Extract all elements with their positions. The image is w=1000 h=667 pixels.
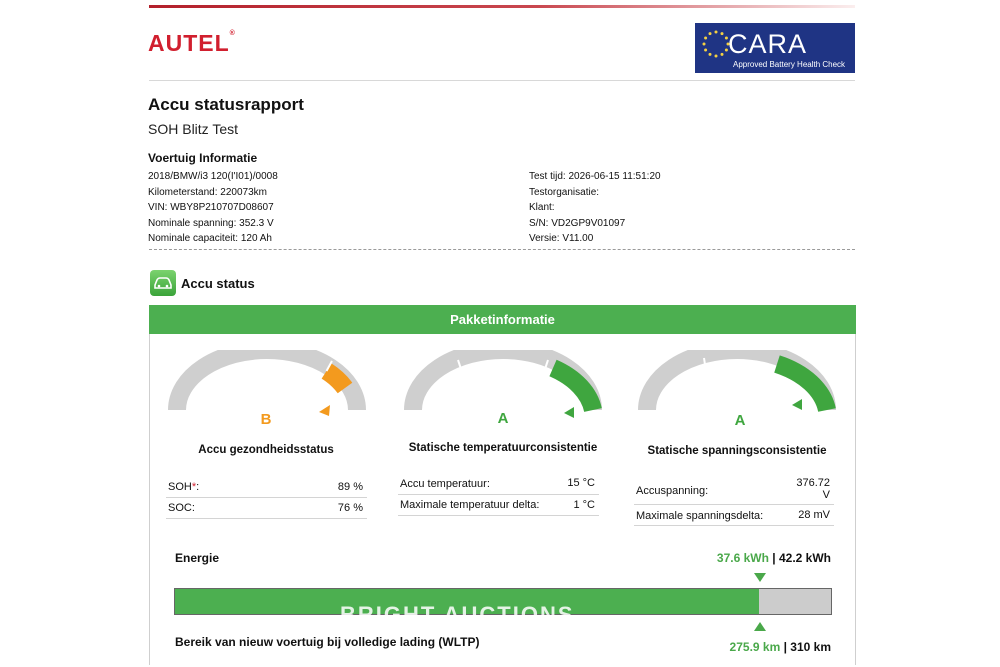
soc-row [166, 498, 367, 519]
range-current: 275.9 km [729, 640, 781, 654]
voltage-delta-label: Maximale spanningsdelta: [636, 510, 764, 522]
software-version: Versie: V11.00 [529, 233, 594, 244]
battery-temp-value: 15 °C [567, 477, 595, 489]
section-divider [149, 249, 855, 250]
vehicle-mileage: Kilometerstand: 220073km [148, 186, 267, 198]
nominal-capacity: Nominale capaciteit: 120 Ah [148, 233, 272, 244]
soh-row [166, 477, 367, 498]
temp-delta-row [398, 495, 599, 516]
range-values: 275.9 km | 310 km [729, 640, 831, 654]
soh-value: 89 % [337, 481, 363, 493]
voltage-grade: A [734, 412, 746, 429]
temperature-grade: A [497, 410, 509, 427]
nominal-voltage: Nominale spanning: 352.3 V [148, 217, 274, 229]
cara-badge [695, 23, 855, 73]
voltage-values [634, 476, 834, 526]
pack-voltage-value: 376.72 V [796, 477, 830, 501]
vehicle-info-right [529, 169, 661, 247]
soc-value: 76 % [337, 502, 363, 514]
watermark: BRIGHT AUCTIONS [340, 602, 575, 627]
health-grade: B [260, 411, 272, 428]
soc-label: SOC: [168, 502, 195, 514]
range-total: 310 km [790, 640, 831, 654]
customer: Klant: [529, 202, 555, 213]
status-title: Accu status [181, 276, 255, 291]
pack-voltage-label: Accuspanning: [636, 485, 709, 497]
temp-delta-label: Maximale temperatuur delta: [400, 499, 540, 511]
test-organisation: Testorganisatie: [529, 186, 600, 198]
voltage-delta-value: 28 mV [798, 509, 830, 521]
autel-logo: AUTEL® [148, 30, 236, 56]
range-marker [754, 622, 766, 631]
pack-voltage-row [634, 476, 834, 505]
temp-delta-value: 1 °C [573, 499, 595, 511]
energy-total: 42.2 kWh [778, 551, 831, 565]
voltage-gauge-label: Statische spanningsconsistentie [647, 445, 827, 457]
energy-values: 37.6 kWh | 42.2 kWh [716, 551, 831, 565]
eu-stars-icon [701, 29, 731, 59]
energy-label: Energie [175, 551, 220, 565]
cara-title: CARA [728, 29, 808, 59]
health-values [166, 477, 367, 519]
energy-current: 37.6 kWh [716, 551, 769, 565]
car-battery-icon [150, 270, 176, 296]
temperature-values [398, 474, 599, 516]
battery-temp-label: Accu temperatuur: [400, 478, 490, 490]
header-accent-line [149, 5, 855, 8]
temperature-gauge-label: Statische temperatuurconsistentie [408, 442, 598, 454]
serial-number: S/N: VD2GP9V01097 [529, 217, 626, 229]
battery-temp-row [398, 474, 599, 495]
soh-label: SOH*: [168, 481, 200, 493]
report-title: Accu statusrapport [148, 95, 304, 114]
wltp-label: Bereik van nieuw voertuig bij volledige lading (WLTP) [175, 635, 480, 649]
health-gauge-label: Accu gezondheidsstatus [198, 444, 334, 456]
vehicle-vin: VIN: WBY8P210707D08607 [148, 202, 274, 213]
panel-header: Pakketinformatie [149, 305, 856, 334]
cara-subtitle: Approved Battery Health Check [733, 60, 846, 69]
vehicle-info-left [148, 169, 278, 247]
vehicle-model: 2018/BMW/i3 120(I'I01)/0008 [148, 171, 278, 182]
vehicle-info-heading: Voertuig Informatie [148, 151, 258, 165]
report-subtitle: SOH Blitz Test [148, 121, 238, 137]
header-divider [149, 80, 855, 81]
test-time: Test tijd: 2026-06-15 11:51:20 [529, 171, 661, 182]
voltage-delta-row [634, 505, 834, 526]
energy-marker [754, 573, 766, 582]
